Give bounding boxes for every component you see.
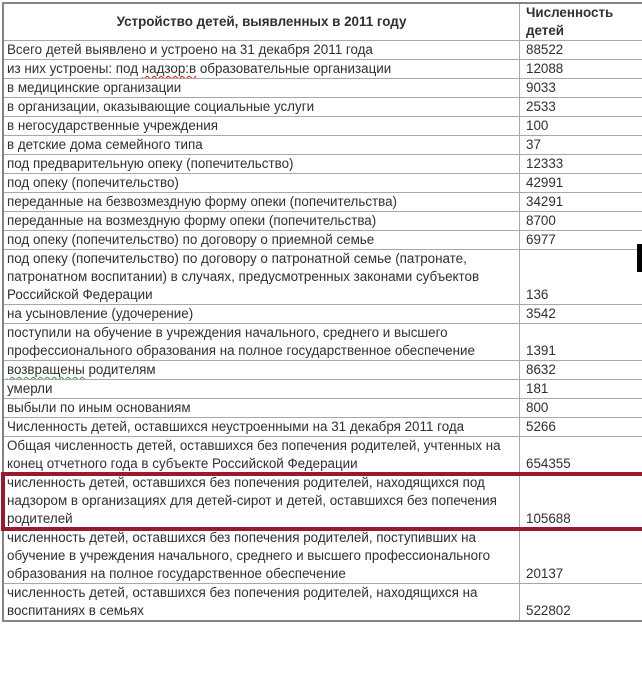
col-header-count: Численность детей: [520, 3, 642, 41]
label-segment: под опеку (попечительство) по договору о патронатной семье (патронате, патронатном воспитании) в случаях, предусмотренных законами субъектов Российской Федерации: [7, 251, 480, 302]
row-label: [3, 437, 520, 474]
row-label: [3, 174, 520, 193]
row-value: 5266: [520, 418, 642, 437]
row-value: 100: [520, 117, 642, 136]
row-label: [3, 212, 520, 231]
row-value: 42991: [520, 174, 642, 193]
label-segment: в организации, оказывающие социальные услуги: [7, 99, 315, 114]
row-label: [3, 361, 520, 380]
label-segment: численность детей, оставшихся без попечения родителей, находящихся под надзором в организациях для детей-сирот и детей, оставшихся без попечения родителей: [7, 475, 497, 526]
table-row: [3, 305, 642, 324]
row-label: [3, 155, 520, 174]
label-segment: под предварительную опеку (попечительство): [7, 156, 294, 171]
table-row: [3, 250, 642, 305]
row-value: 37: [520, 136, 642, 155]
row-label: [3, 584, 520, 622]
table-row: [3, 79, 642, 98]
label-segment: Общая численность детей, оставшихся без попечения родителей, учтенных на конец отчетного года в субъекте Российской Федерации: [7, 438, 501, 471]
edge-mark: [637, 244, 642, 272]
table-row: [3, 212, 642, 231]
row-value: 20137: [520, 529, 642, 584]
label-segment: в детские дома семейного типа: [7, 137, 203, 152]
header-row: [3, 3, 642, 41]
table-row: [3, 136, 642, 155]
table-row: [3, 193, 642, 212]
label-segment: родителям: [84, 362, 156, 377]
label-segment: под опеку (попечительство): [7, 175, 179, 190]
row-value: 12333: [520, 155, 642, 174]
row-label: [3, 399, 520, 418]
row-label: [3, 136, 520, 155]
children-placement-table: [2, 2, 642, 622]
row-label: [3, 117, 520, 136]
table-row: [3, 584, 642, 622]
row-label: [3, 380, 520, 399]
label-segment-misspelled: возвращены: [7, 362, 85, 377]
row-label: [3, 418, 520, 437]
row-label: [3, 231, 520, 250]
row-label: [3, 60, 520, 79]
row-label: [3, 250, 520, 305]
row-label: [3, 305, 520, 324]
table-row: [3, 231, 642, 250]
row-value: 8700: [520, 212, 642, 231]
label-segment: в медицинские организации: [7, 80, 182, 95]
table-row: [3, 418, 642, 437]
row-value: 2533: [520, 98, 642, 117]
row-value: 522802: [520, 584, 642, 622]
label-segment: из них устроены: под: [7, 61, 142, 76]
label-segment: Всего детей выявлено и устроено на 31 декабря 2011 года: [7, 42, 373, 57]
row-label: [3, 98, 520, 117]
label-segment: на усыновление (удочерение): [7, 306, 194, 321]
label-segment: образовательные организации: [196, 61, 392, 76]
table-row: [3, 399, 642, 418]
row-label: [3, 529, 520, 584]
table-row: [3, 60, 642, 79]
table-row: [3, 361, 642, 380]
row-value: 1391: [520, 324, 642, 361]
row-value: 136: [520, 250, 642, 305]
col-header-placement: Устройство детей, выявленных в 2011 году: [3, 3, 520, 41]
row-label: [3, 79, 520, 98]
label-segment: в негосударственные учреждения: [7, 118, 218, 133]
label-segment: выбыли по иным основаниям: [7, 400, 191, 415]
label-segment: поступили на обучение в учреждения начального, среднего и высшего профессионального образования на полное государственное обеспечение: [7, 325, 475, 358]
row-value: 88522: [520, 41, 642, 60]
label-segment: Численность детей, оставшихся неустроенными на 31 декабря 2011 года: [7, 419, 465, 434]
row-value: 3542: [520, 305, 642, 324]
table-body: [3, 41, 642, 622]
table-row: [3, 41, 642, 60]
row-value: 9033: [520, 79, 642, 98]
label-segment: переданные на возмездную форму опеки (попечительства): [7, 213, 377, 228]
table-row: [3, 117, 642, 136]
label-segment: переданные на безвозмездную форму опеки (попечительства): [7, 194, 398, 209]
label-segment: умерли: [7, 381, 53, 396]
label-segment: под опеку (попечительство) по договору о приемной семье: [7, 232, 375, 247]
row-label: [3, 193, 520, 212]
table-row: [3, 380, 642, 399]
row-value: 800: [520, 399, 642, 418]
table-row: [3, 324, 642, 361]
highlighted-table-row: [3, 474, 642, 529]
row-label: [3, 324, 520, 361]
row-label: [3, 474, 520, 529]
table-row: [3, 174, 642, 193]
label-segment: численность детей, оставшихся без попечения родителей, поступивших на обучение в учреждения начального, среднего и высшего профессионального образования на полное государственное обеспечение: [7, 530, 491, 581]
label-segment-misspelled: надзор:в: [141, 61, 197, 76]
row-value: 6977: [520, 231, 642, 250]
table-row: [3, 98, 642, 117]
row-value: 654355: [520, 437, 642, 474]
label-segment: численность детей, оставшихся без попечения родителей, находящихся на воспитаниях в семьях: [7, 585, 478, 618]
table-row: [3, 529, 642, 584]
row-value: 105688: [520, 474, 642, 529]
table-row: [3, 437, 642, 474]
row-value: 181: [520, 380, 642, 399]
row-label: [3, 41, 520, 60]
row-value: 12088: [520, 60, 642, 79]
table-row: [3, 155, 642, 174]
row-value: 34291: [520, 193, 642, 212]
row-value: 8632: [520, 361, 642, 380]
